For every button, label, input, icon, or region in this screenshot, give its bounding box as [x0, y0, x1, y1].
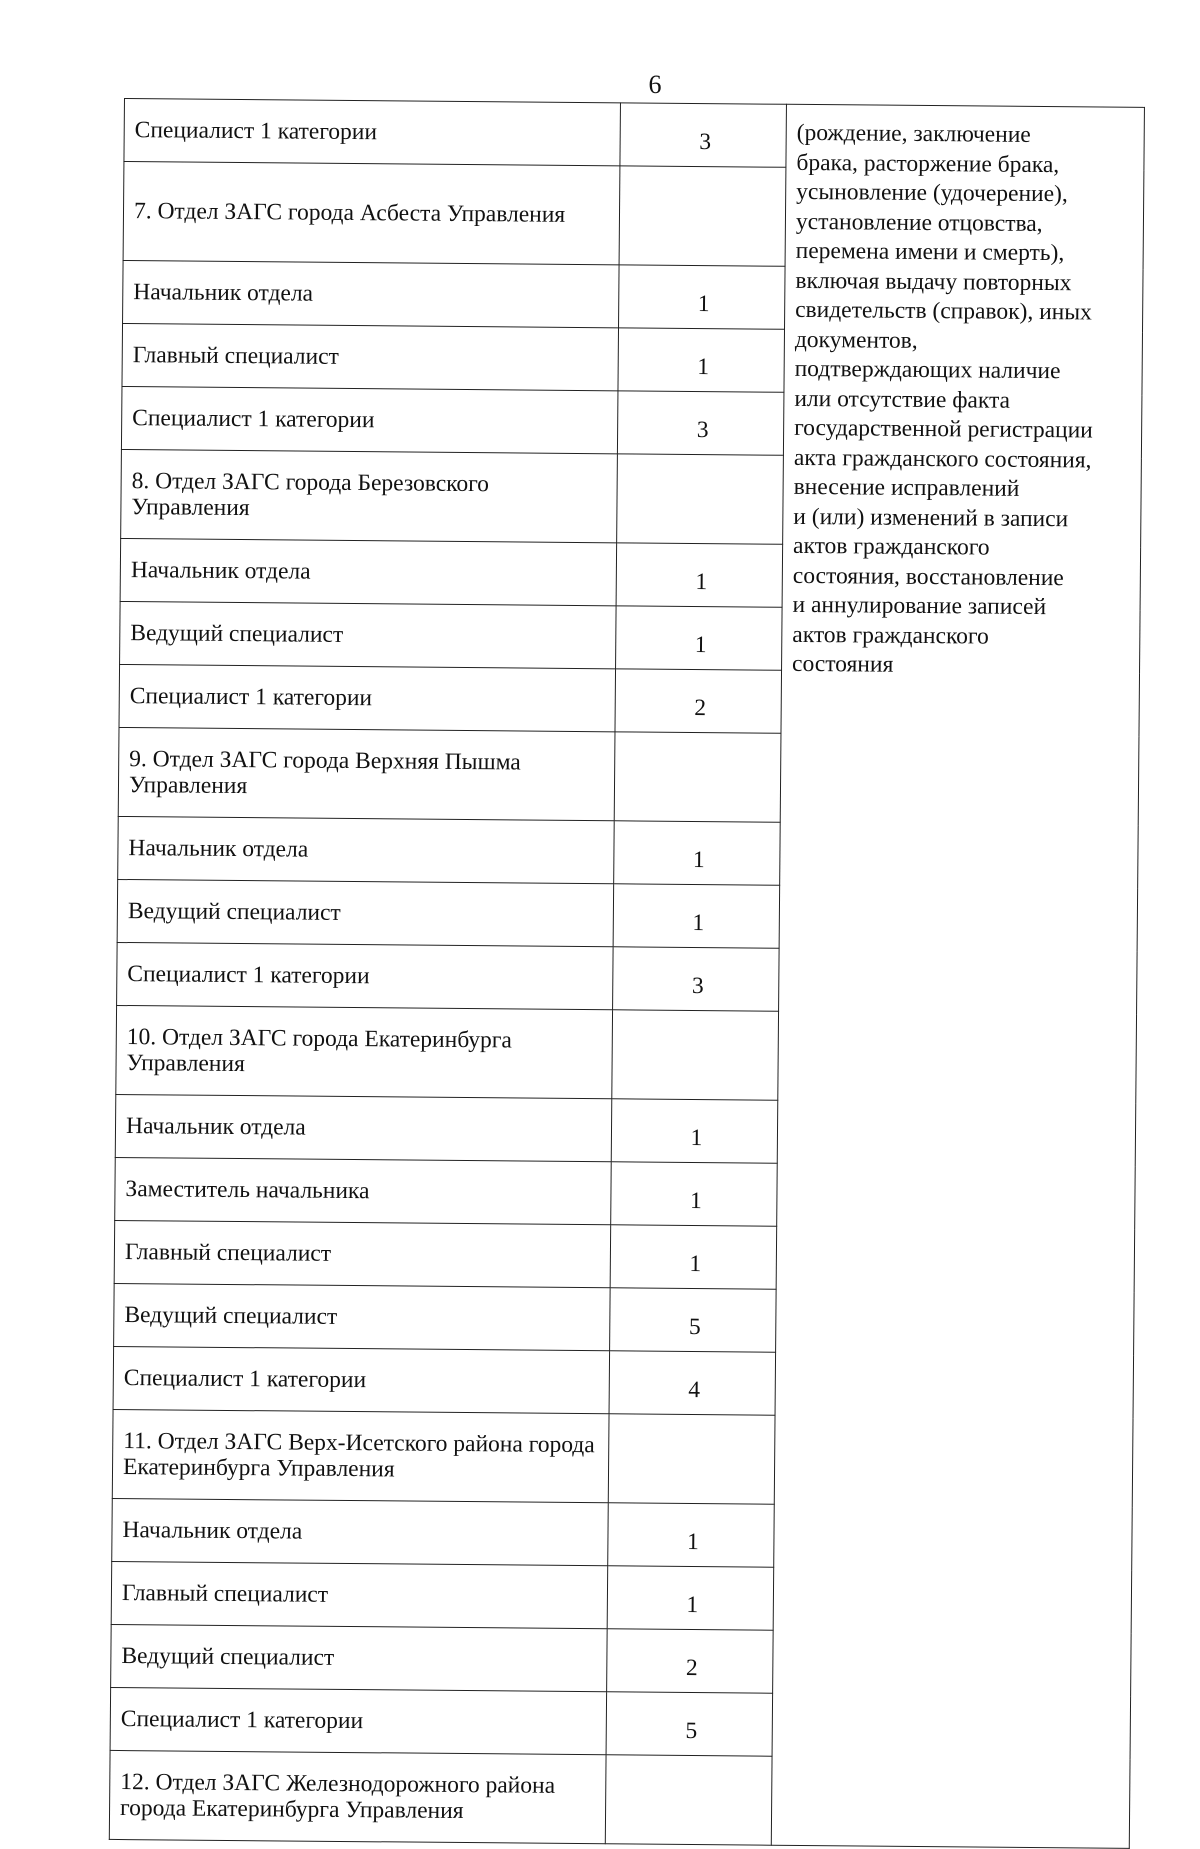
position-cell: Начальник отдела	[123, 260, 620, 327]
department-cell: 9. Отдел ЗАГС города Верхняя Пышма Управления	[118, 727, 615, 820]
staff-table	[109, 98, 1145, 1849]
count-cell	[605, 1755, 772, 1845]
page-number: 6	[648, 70, 662, 99]
department-cell: 12. Отдел ЗАГС Железнодорожного района города Екатеринбурга Управления	[109, 1750, 606, 1843]
position-cell: Ведущий специалист	[117, 879, 614, 946]
count-cell: 1	[616, 543, 783, 607]
count-cell: 3	[613, 947, 780, 1011]
position-cell: Специалист 1 категории	[119, 664, 616, 731]
position-cell: Начальник отдела	[120, 538, 617, 605]
department-cell: 8. Отдел ЗАГС города Березовского Управления	[121, 449, 618, 542]
position-cell: Начальник отдела	[115, 1094, 612, 1161]
count-cell: 1	[607, 1566, 774, 1630]
count-cell: 2	[615, 669, 782, 733]
position-cell: Специалист 1 категории	[110, 1687, 607, 1754]
count-cell: 2	[607, 1629, 774, 1693]
table-row	[124, 99, 1145, 171]
department-cell: 11. Отдел ЗАГС Верх-Исетского района города Екатеринбурга Управления	[112, 1409, 609, 1502]
position-cell: Главный специалист	[122, 323, 619, 390]
position-cell: Ведущий специалист	[111, 1624, 608, 1691]
count-cell: 3	[620, 103, 787, 167]
count-cell	[608, 1414, 775, 1504]
position-cell: Начальник отдела	[118, 816, 615, 883]
department-cell: 10. Отдел ЗАГС города Екатеринбурга Управления	[116, 1005, 613, 1098]
description-text: (рождение, заключение брака, расторжение брака, усыновление (удочерение), установление отцовства, перемена имени и смерть), включая выдачу повторных свидетельств (справок), иных документов, подтверждающих наличие или отсутствие факта государственной регистрации акта гражданского состояния, внесение исправлений и (или) изменений в записи актов гражданского состояния, восстановление и аннулирование записей актов гражданского состояния	[791, 119, 1093, 678]
count-cell: 1	[618, 328, 785, 392]
count-cell: 1	[611, 1162, 778, 1226]
position-cell: Начальник отдела	[112, 1498, 609, 1565]
position-cell: Специалист 1 категории	[113, 1346, 610, 1413]
count-cell: 5	[606, 1692, 773, 1756]
count-cell: 5	[610, 1288, 777, 1352]
staff-table-wrapper	[109, 98, 1145, 1849]
count-cell	[612, 1010, 779, 1100]
count-cell: 4	[609, 1351, 776, 1415]
count-cell	[617, 454, 784, 544]
count-cell	[619, 166, 786, 266]
count-cell	[614, 732, 781, 822]
count-cell: 1	[608, 1503, 775, 1567]
position-cell: Ведущий специалист	[114, 1283, 611, 1350]
count-cell: 1	[616, 606, 783, 670]
position-cell: Специалист 1 категории	[124, 99, 621, 166]
position-cell: Специалист 1 категории	[117, 942, 614, 1009]
count-cell: 1	[619, 265, 786, 329]
position-cell: Главный специалист	[114, 1220, 611, 1287]
count-cell: 1	[610, 1225, 777, 1289]
count-cell: 1	[614, 821, 781, 885]
department-cell: 7. Отдел ЗАГС города Асбеста Управления	[123, 162, 620, 265]
position-cell: Специалист 1 категории	[121, 386, 618, 453]
position-cell: Главный специалист	[111, 1561, 608, 1628]
position-cell: Заместитель начальника	[115, 1157, 612, 1224]
position-cell: Ведущий специалист	[120, 601, 617, 668]
description-cell	[771, 104, 1144, 1848]
count-cell: 3	[617, 391, 784, 455]
count-cell: 1	[611, 1099, 778, 1163]
count-cell: 1	[613, 884, 780, 948]
